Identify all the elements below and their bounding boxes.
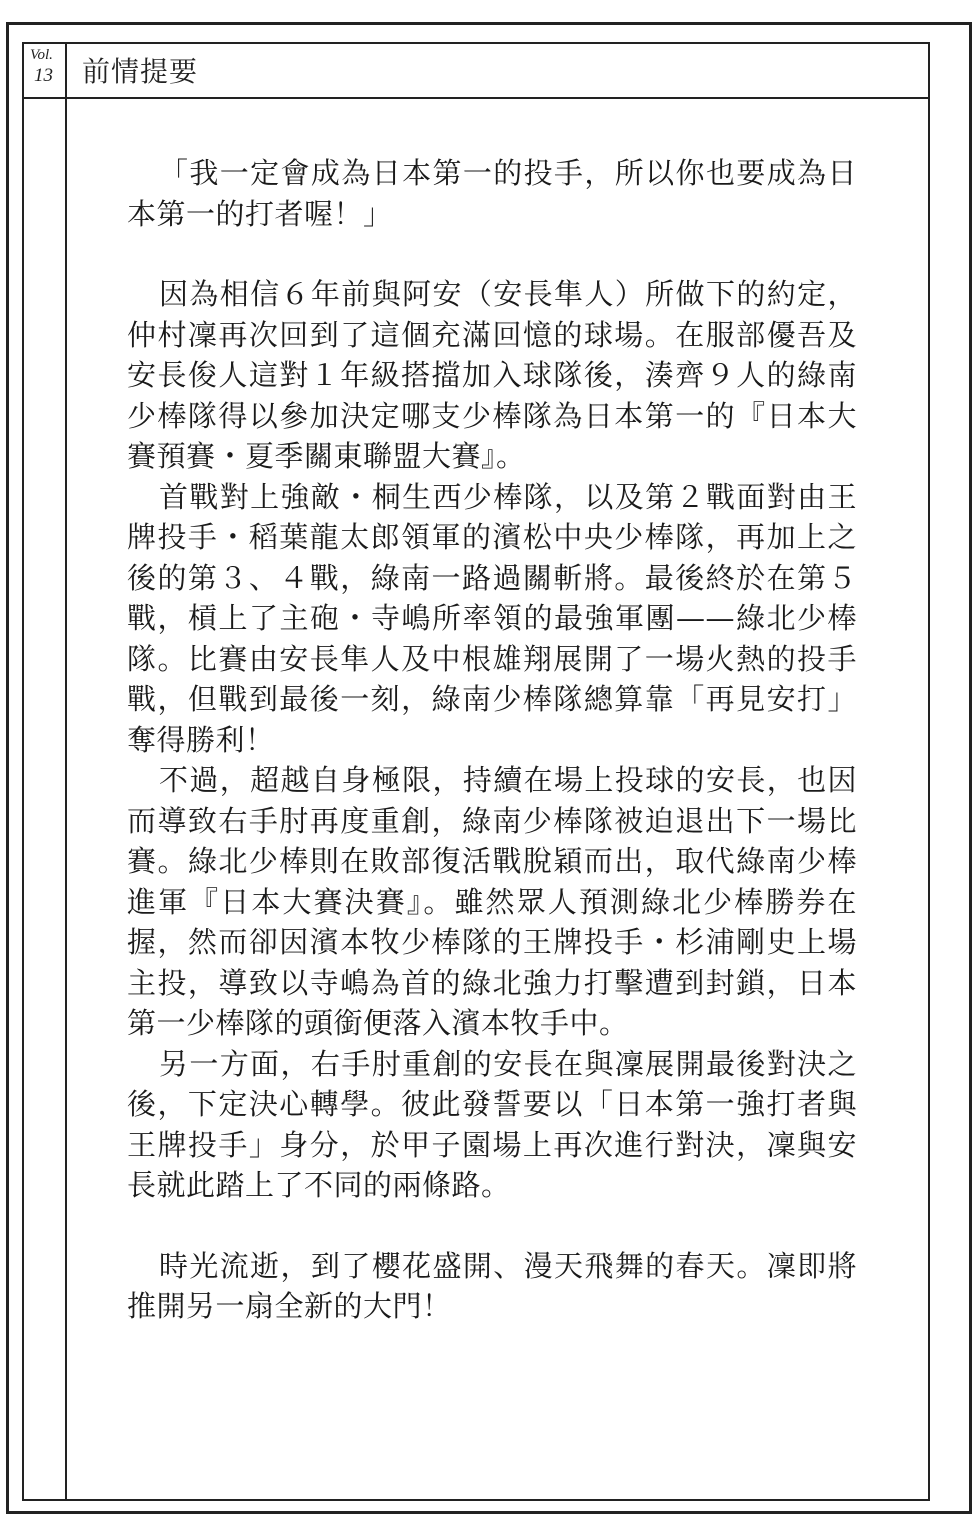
volume-label [26,48,64,96]
paragraph-ending: 時光流逝，到了櫻花盛開、漫天飛舞的春天。凜即將推開另一扇全新的大門！ [127,1248,857,1323]
margin-divider [65,42,67,1501]
header-divider [22,97,930,99]
volume-number: 13 [34,65,53,86]
page-title: 前情提要 [82,55,199,88]
paragraph: 因為相信６年前與阿安（安長隼人）所做下的約定，仲村凜再次回到了這個充滿回憶的球場。在服部優吾及安長俊人這對１年級搭擋加入球隊後，湊齊９人的綠南少棒隊得以參加決定哪支少棒隊為日本第一的『日本大賽預賽・夏季關東聯盟大賽』。 [127,277,857,473]
paragraph: 另一方面，右手肘重創的安長在與凜展開最後對決之後，下定決心轉學。彼此發誓要以「日本第一強打者與王牌投手」身分，於甲子園場上再次進行對決，凜與安長就此踏上了不同的兩條路。 [127,1046,857,1202]
paragraph: 首戰對上強敵・桐生西少棒隊，以及第２戰面對由王牌投手・稻葉龍太郎領軍的濱松中央少棒隊，再加上之後的第３、４戰，綠南一路過關斬將。最後終於在第５戰，槓上了主砲・寺嶋所率領的最強軍團——綠北少棒隊。比賽由安長隼人及中根雄翔展開了一場火熱的投手戰，但戰到最後一刻，綠南少棒隊總算靠「再見安打」奪得勝利！ [127,479,857,757]
paragraph: 不過，超越自身極限，持續在場上投球的安長，也因而導致右手肘再度重創，綠南少棒隊被迫退出下一場比賽。綠北少棒則在敗部復活戰脫穎而出，取代綠南少棒進軍『日本大賽決賽』。雖然眾人預測綠北少棒勝券在握，然而卻因濱本牧少棒隊的王牌投手・杉浦剛史上場主投，導致以寺嶋為首的綠北強力打擊遭到封鎖，日本第一少棒隊的頭銜便落入濱本牧手中。 [127,763,857,1040]
paragraph-gap [127,1206,857,1246]
paragraph-gap [127,234,857,274]
volume-prefix: Vol. [30,47,53,63]
summary-text [127,153,857,1327]
paragraph-quote: 「我一定會成為日本第一的投手，所以你也要成為日本第一的打者喔！」 [127,156,857,231]
